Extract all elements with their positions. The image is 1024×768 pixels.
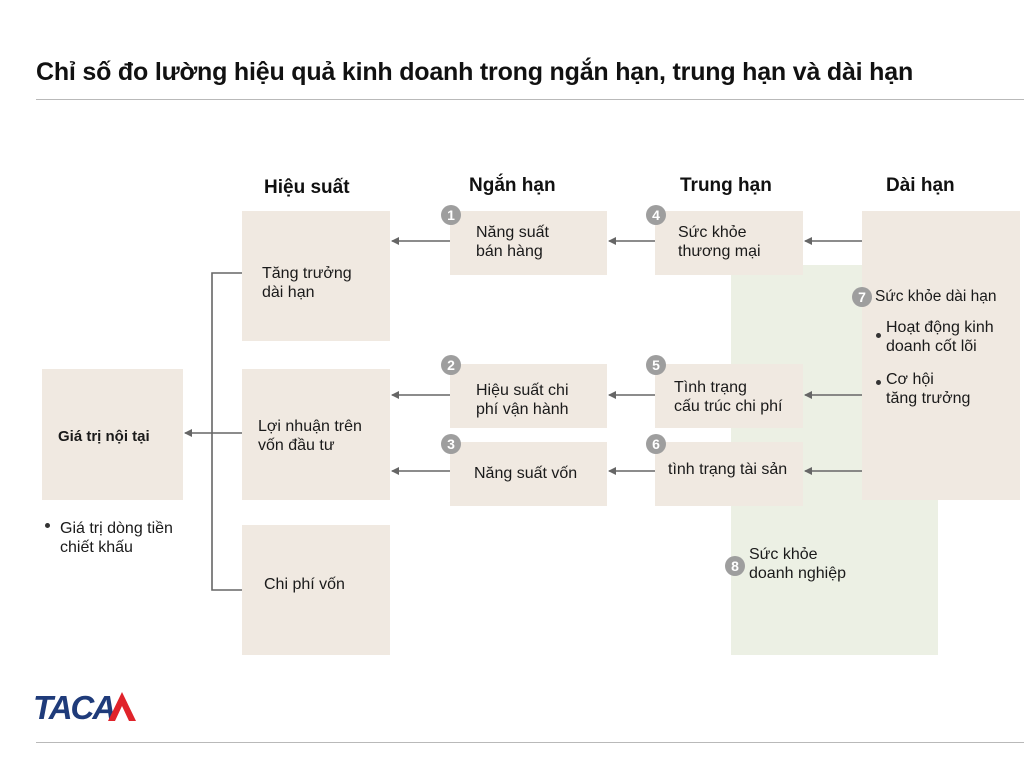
taca-logo (32, 688, 142, 724)
operating-cost-label: Hiệu suất chi phí vận hành (476, 382, 569, 418)
bracket-connector (212, 273, 242, 590)
performance-roi-label: Lợi nhuận trên vốn đầu tư (258, 418, 362, 454)
cost-structure-label: Tình trạng cấu trúc chi phí (674, 379, 783, 415)
badge-5: 5 (646, 355, 666, 375)
badge-4: 4 (646, 205, 666, 225)
performance-growth-label: Tăng trưởng dài hạn (262, 265, 352, 301)
capital-productivity-label: Năng suất vốn (474, 465, 578, 482)
badge-7: 7 (852, 287, 872, 307)
badge-1: 1 (441, 205, 461, 225)
intrinsic-value-label: Giá trị nội tại (58, 428, 150, 445)
page-title: Chỉ số đo lường hiệu quả kinh doanh trong ngắn hạn, trung hạn và dài hạn (36, 58, 914, 86)
badge-2: 2 (441, 355, 461, 375)
enterprise-health-label: Sức khỏe doanh nghiệp (749, 546, 846, 582)
badge-6: 6 (646, 434, 666, 454)
logo-text: TACA (33, 689, 115, 724)
commercial-health-label: Sức khỏe thương mại (678, 224, 761, 260)
intrinsic-value-note: Giá trị dòng tiền chiết khấu (60, 520, 173, 556)
footer-divider (36, 742, 1024, 743)
growth-opportunity-label: Cơ hội tăng trưởng (886, 371, 971, 407)
badge-8: 8 (725, 556, 745, 576)
long-term-health-label: Sức khỏe dài hạn (875, 288, 997, 305)
asset-health-label: tình trạng tài sản (668, 461, 788, 478)
column-header-mid-term: Trung hạn (680, 175, 772, 196)
badge-3: 3 (441, 434, 461, 454)
performance-cost-of-capital-label: Chi phí vốn (264, 576, 345, 593)
column-header-short-term: Ngắn hạn (469, 175, 556, 196)
column-header-performance: Hiệu suất (264, 177, 350, 198)
sales-productivity-label: Năng suất bán hàng (476, 224, 549, 260)
column-header-long-term: Dài hạn (886, 175, 955, 196)
core-business-label: Hoạt động kinh doanh cốt lõi (886, 319, 994, 355)
